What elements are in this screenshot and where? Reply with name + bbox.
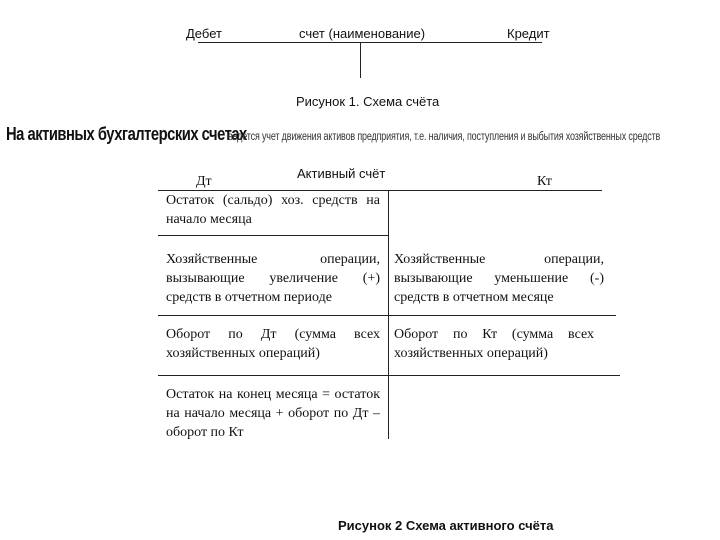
figure1-caption: Рисунок 1. Схема счёта: [296, 94, 440, 109]
active-account-title: Активный счёт: [297, 166, 386, 181]
scheme1-credit-label: Кредит: [507, 26, 550, 41]
opening-balance-underline: [158, 235, 389, 236]
debit-operations-cell: Хозяйственные операции, вызывающие увеличение (+) средств в отчетном периоде: [166, 252, 380, 305]
credit-operations-cell: Хозяйственные операции, вызывающие уменьшение (-) средств в отчетном месяце: [394, 252, 604, 305]
active-accounts-heading-text: ведется учет движения активов предприятия, т.е. наличия, поступления и выбытия хозяйственных средств: [228, 131, 661, 143]
scheme1-account-label: счет (наименование): [299, 26, 426, 41]
figure2-caption: Рисунок 2 Схема активного счёта: [338, 518, 554, 533]
credit-abbr: Кт: [537, 174, 552, 189]
opening-balance-cell: Остаток (сальдо) хоз. средств на начало месяца: [166, 193, 380, 227]
turnover-underline: [158, 375, 620, 376]
scheme1-horizontal-line: [198, 42, 542, 43]
operations-underline: [158, 315, 616, 316]
closing-balance-cell: Остаток на конец месяца = остаток на начало месяца + оборот по Дт – оборот по Кт: [166, 387, 380, 440]
scheme1-debit-label: Дебет: [186, 26, 222, 41]
credit-turnover-cell: Оборот по Кт (сумма всех хозяйственных операций): [394, 327, 594, 361]
debit-abbr: Дт: [196, 174, 212, 189]
debit-turnover-cell: Оборот по Дт (сумма всех хозяйственных операций): [166, 327, 380, 361]
scheme1-vertical-line: [360, 43, 361, 78]
active-accounts-heading: На активных бухгалтерских счетах: [6, 124, 247, 144]
